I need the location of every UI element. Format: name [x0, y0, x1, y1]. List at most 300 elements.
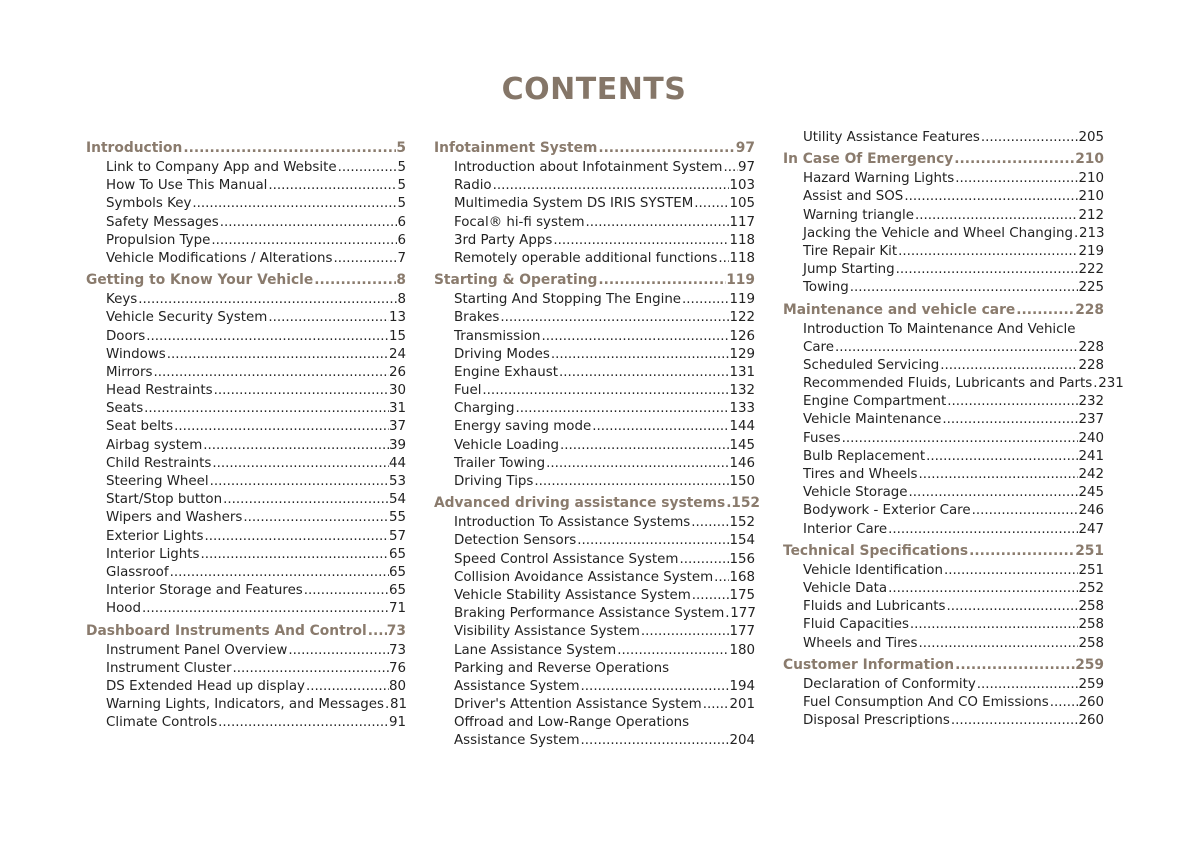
toc-page-number: 44 [388, 455, 406, 471]
toc-page-number: 231 [1098, 376, 1124, 392]
toc-entry-title: Engine Compartment [803, 394, 947, 410]
toc-entry[interactable] [86, 473, 406, 491]
toc-page-number: 205 [1078, 130, 1104, 145]
toc-entry-title: Vehicle Loading [454, 437, 559, 453]
toc-entry-title: Climate Controls [106, 715, 218, 731]
toc-column-2 [434, 138, 761, 751]
toc-entry[interactable] [783, 484, 1104, 502]
toc-entry[interactable] [783, 502, 1104, 520]
toc-entry[interactable] [86, 232, 406, 250]
toc-entry[interactable] [783, 562, 1104, 580]
toc-page-number: 7 [397, 250, 406, 266]
toc-entry[interactable] [783, 261, 1104, 279]
dot-leader [980, 129, 1079, 147]
toc-entry[interactable] [434, 714, 755, 732]
toc-entry-title: Assist and SOS [803, 189, 904, 205]
toc-entry[interactable] [434, 551, 755, 569]
toc-entry[interactable] [86, 159, 406, 177]
toc-entry-title: Starting And Stopping The Engine [454, 292, 682, 308]
dot-leader [897, 243, 1078, 261]
toc-page-number: 5 [397, 178, 406, 194]
toc-entry-title: Hood [106, 601, 141, 617]
toc-entry-title: Multimedia System DS IRIS SYSTEM [454, 196, 694, 212]
toc-entry-title: Towing [803, 280, 849, 296]
toc-entry-title: Disposal Prescriptions [803, 713, 950, 729]
dot-leader [552, 232, 729, 250]
toc-page-number: 57 [388, 528, 406, 544]
toc-entry[interactable] [434, 159, 755, 177]
toc-page-number: 177 [730, 606, 756, 622]
dot-leader [585, 214, 730, 232]
dot-leader [717, 250, 729, 268]
dot-leader [943, 562, 1078, 580]
dot-leader [337, 159, 398, 177]
toc-page-number: 118 [729, 232, 755, 248]
toc-entry-title: Head Restraints [106, 383, 213, 399]
toc-entry[interactable] [86, 214, 406, 232]
toc-entry-title: Vehicle Security System [106, 310, 268, 326]
dot-leader [242, 509, 389, 527]
dot-leader [169, 564, 389, 582]
toc-entry[interactable] [86, 364, 406, 382]
toc-page-number: 118 [729, 250, 755, 266]
dot-leader [690, 514, 729, 532]
toc-entry[interactable] [434, 177, 755, 195]
toc-entry[interactable] [434, 309, 755, 327]
toc-page-number: 30 [388, 383, 406, 399]
toc-section-heading[interactable] [783, 541, 1104, 562]
dot-leader [946, 393, 1078, 411]
dot-leader [550, 346, 730, 364]
toc-entry[interactable] [86, 714, 406, 732]
toc-page-number: 8 [397, 292, 406, 308]
toc-entry[interactable] [783, 225, 1104, 243]
toc-entry-title: Symbols Key [106, 196, 192, 212]
toc-entry[interactable] [86, 177, 406, 195]
toc-page-number: 119 [726, 272, 755, 289]
dot-leader [953, 149, 1075, 170]
toc-page-number: 129 [729, 346, 755, 362]
toc-entry-title: Fuel Consumption And CO Emissions [803, 694, 1049, 710]
dot-leader [202, 437, 389, 455]
toc-entry-title: Declaration of Conformity [803, 676, 976, 692]
toc-entry-title: Scheduled Servicing [803, 357, 940, 373]
dot-leader [267, 309, 389, 327]
toc-entry-title: Hazard Warning Lights [803, 171, 955, 187]
toc-entry-title: Charging [454, 401, 515, 417]
toc-entry-title: Interior Lights [106, 546, 200, 562]
dot-leader [173, 418, 389, 436]
toc-page-number: 237 [1078, 412, 1104, 428]
toc-page-number: 65 [388, 583, 406, 599]
toc-page-number: 210 [1078, 189, 1104, 205]
toc-entry[interactable] [434, 678, 755, 696]
toc-page-number: 225 [1078, 280, 1104, 296]
dot-leader [145, 328, 389, 346]
toc-page-number: 228 [1075, 301, 1104, 318]
dot-leader [219, 214, 398, 232]
toc-entry[interactable] [434, 732, 755, 750]
toc-entry-title: Utility Assistance Features [803, 130, 980, 145]
toc-entry[interactable] [86, 600, 406, 618]
toc-entry[interactable] [783, 393, 1104, 411]
toc-entry[interactable] [434, 291, 755, 309]
dot-leader [834, 339, 1078, 357]
toc-entry[interactable] [783, 466, 1104, 484]
toc-entry-title: Windows [106, 346, 166, 362]
toc-entry-title: Child Restraints [106, 455, 212, 471]
toc-entry-title: DS Extended Head up display [106, 678, 305, 694]
dot-leader [939, 357, 1078, 375]
toc-entry[interactable] [86, 437, 406, 455]
toc-entry[interactable] [86, 660, 406, 678]
dot-leader [918, 466, 1079, 484]
toc-entry-title: Radio [454, 178, 492, 194]
toc-page-number: 201 [729, 697, 755, 713]
toc-page-number: 168 [729, 569, 755, 585]
toc-page-number: 65 [388, 546, 406, 562]
dot-leader [222, 491, 389, 509]
toc-entry[interactable] [86, 564, 406, 582]
toc-entry-title: Maintenance and vehicle care [783, 301, 1016, 318]
toc-entry-title: How To Use This Manual [106, 178, 268, 194]
toc-page-number: 258 [1078, 617, 1104, 633]
dot-leader [849, 279, 1079, 297]
toc-entry-title: Fluids and Lubricants [803, 599, 946, 615]
toc-page-number: 13 [388, 310, 406, 326]
dot-leader [200, 546, 389, 564]
dot-leader [558, 364, 729, 382]
dot-leader [616, 642, 729, 660]
dot-leader [481, 382, 729, 400]
toc-entry[interactable] [434, 214, 755, 232]
toc-page-number: 152 [729, 515, 755, 531]
toc-page-number: 212 [1078, 207, 1104, 223]
toc-entry[interactable] [783, 580, 1104, 598]
toc-entry[interactable] [434, 532, 755, 550]
toc-entry[interactable] [86, 309, 406, 327]
toc-page-number: 26 [388, 364, 406, 380]
toc-page-number: 80 [388, 678, 406, 694]
toc-entry[interactable] [783, 448, 1104, 466]
dot-leader [182, 138, 396, 159]
toc-page-number: 15 [388, 328, 406, 344]
toc-entry[interactable] [86, 678, 406, 696]
toc-entry[interactable] [434, 569, 755, 587]
toc-entry-title: Technical Specifications [783, 542, 969, 559]
dot-leader [597, 138, 735, 159]
toc-entry-title: Brakes [454, 310, 500, 326]
dot-leader [559, 437, 729, 455]
toc-entry-title: Introduction To Maintenance And Vehicle [803, 321, 1076, 337]
toc-entry[interactable] [434, 696, 755, 714]
toc-page-number: 76 [388, 660, 406, 676]
toc-section-heading[interactable] [86, 270, 406, 291]
toc-entry[interactable] [783, 375, 1124, 393]
toc-entry[interactable] [86, 382, 406, 400]
toc-entry-title: Transmission [454, 328, 541, 344]
toc-entry-title: Mirrors [106, 364, 153, 380]
toc-entry[interactable] [434, 455, 755, 473]
toc-entry[interactable] [434, 250, 755, 268]
toc-entry[interactable] [86, 346, 406, 364]
toc-entry-title: Engine Exhaust [454, 364, 558, 380]
toc-page-number: 210 [1078, 171, 1104, 187]
toc-entry-title: Advanced driving assistance systems [434, 495, 726, 512]
toc-page-number: 97 [737, 160, 755, 175]
dot-leader [541, 328, 730, 346]
toc-entry[interactable] [434, 587, 755, 605]
dot-leader [925, 448, 1078, 466]
toc-entry-title: Vehicle Data [803, 580, 888, 596]
toc-entry[interactable] [783, 357, 1104, 375]
dot-leader [303, 582, 389, 600]
toc-entry-title: Link to Company App and Website [106, 160, 337, 175]
toc-entry[interactable] [783, 635, 1104, 653]
toc-page-number: 260 [1078, 694, 1104, 710]
dot-leader [841, 430, 1079, 448]
toc-entry[interactable] [434, 623, 755, 641]
toc-entry-title: Safety Messages [106, 214, 219, 230]
dot-leader [950, 712, 1079, 730]
toc-entry[interactable] [434, 232, 755, 250]
dot-leader [976, 676, 1079, 694]
toc-entry-title: Introduction [86, 140, 183, 156]
toc-entry-title: Care [803, 339, 835, 355]
toc-entry-title: Vehicle Modifications / Alterations [106, 250, 333, 266]
toc-entry-title: Glassroof [106, 564, 169, 580]
toc-entry[interactable] [434, 400, 755, 418]
toc-entry[interactable] [783, 129, 1104, 147]
toc-entry-title: Bodywork - Exterior Care [803, 503, 971, 519]
toc-entry[interactable] [434, 605, 755, 623]
dot-leader [918, 635, 1079, 653]
toc-entry[interactable] [783, 321, 1104, 339]
toc-page-number: 177 [729, 624, 755, 640]
toc-entry[interactable] [86, 250, 406, 268]
toc-page-number: 241 [1078, 448, 1104, 464]
toc-entry[interactable] [86, 642, 406, 660]
dot-leader [191, 195, 397, 213]
toc-page-number: 242 [1078, 467, 1104, 482]
toc-section-heading[interactable] [86, 138, 406, 159]
toc-entry[interactable] [86, 400, 406, 418]
toc-page-number: 260 [1078, 713, 1104, 729]
toc-page-number: 258 [1078, 599, 1104, 615]
toc-entry-title: Wipers and Washers [106, 510, 243, 526]
toc-page-number: 258 [1078, 635, 1104, 651]
dot-leader [691, 587, 730, 605]
dot-leader [231, 660, 388, 678]
toc-entry-title: Offroad and Low-Range Operations [454, 715, 690, 731]
toc-entry[interactable] [783, 188, 1104, 206]
toc-entry[interactable] [783, 411, 1104, 429]
toc-entry-title: Warning Lights, Indicators, and Messages [106, 697, 384, 713]
toc-entry[interactable] [86, 509, 406, 527]
dot-leader [141, 600, 389, 618]
toc-entry-title: Driver's Attention Assistance System [454, 697, 702, 713]
toc-entry[interactable] [86, 328, 406, 346]
dot-leader [137, 291, 397, 309]
dot-leader [166, 346, 389, 364]
dot-leader [499, 309, 729, 327]
toc-section-heading[interactable] [434, 270, 755, 291]
toc-page-number: 156 [729, 551, 755, 567]
toc-entry[interactable] [783, 279, 1104, 297]
toc-page-number: 228 [1078, 339, 1104, 355]
toc-entry[interactable] [434, 382, 755, 400]
toc-entry[interactable] [434, 346, 755, 364]
toc-entry[interactable] [434, 473, 755, 491]
dot-leader [954, 170, 1078, 188]
dot-leader [332, 250, 397, 268]
toc-page-number: 210 [1075, 151, 1104, 168]
toc-page-number: 5 [396, 140, 406, 156]
toc-page-number: 73 [388, 642, 406, 658]
toc-page-number: 252 [1078, 580, 1104, 596]
toc-entry-title: Exterior Lights [106, 528, 204, 544]
toc-entry-title: Infotainment System [434, 140, 598, 156]
toc-page-number: 251 [1075, 542, 1104, 559]
toc-entry[interactable] [783, 712, 1104, 730]
toc-page-number: 103 [729, 178, 755, 194]
toc-entry[interactable] [434, 328, 755, 346]
toc-entry-title: Assistance System [454, 733, 580, 749]
dot-leader [203, 528, 389, 546]
toc-section-heading[interactable] [434, 138, 755, 159]
toc-entry-title: Starting & Operating [434, 272, 598, 289]
toc-page-number: 247 [1078, 521, 1104, 537]
toc-entry[interactable] [86, 582, 406, 600]
toc-entry[interactable] [783, 243, 1104, 261]
toc-entry[interactable] [783, 616, 1104, 634]
toc-section-heading[interactable] [783, 149, 1104, 170]
toc-entry[interactable] [86, 195, 406, 213]
dot-leader [580, 732, 730, 750]
toc-entry[interactable] [783, 170, 1104, 188]
toc-page-number: 204 [729, 733, 755, 749]
toc-entry-title: Speed Control Assistance System [454, 551, 679, 567]
toc-entry[interactable] [86, 455, 406, 473]
toc-page-number: 37 [388, 419, 406, 435]
toc-entry[interactable] [86, 291, 406, 309]
toc-entry-title: Driving Modes [454, 346, 550, 362]
toc-page-number: 145 [729, 437, 755, 453]
toc-page-number: 5 [397, 160, 406, 175]
toc-entry-title: Braking Performance Assistance System [454, 606, 725, 622]
dot-leader [968, 541, 1075, 562]
dot-leader [313, 270, 396, 291]
toc-entry[interactable] [434, 642, 755, 660]
toc-page-number: 91 [388, 715, 406, 731]
toc-entry-title: Keys [106, 292, 138, 308]
toc-page-number: 228 [1078, 357, 1104, 373]
dot-leader [545, 455, 729, 473]
toc-entry-title: Introduction about Infotainment System [454, 160, 723, 175]
toc-entry[interactable] [86, 491, 406, 509]
dot-leader [941, 411, 1078, 429]
dot-leader [946, 598, 1079, 616]
toc-page-number: 126 [729, 328, 755, 344]
toc-page-number: 180 [729, 642, 755, 658]
toc-entry[interactable] [783, 207, 1104, 225]
toc-section-heading[interactable] [86, 621, 406, 642]
toc-page-number: 131 [729, 364, 755, 380]
toc-page-number: 5 [397, 196, 406, 212]
toc-entry-title: Recommended Fluids, Lubricants and Parts [803, 376, 1093, 392]
toc-entry[interactable] [783, 430, 1104, 448]
toc-page-number: 152 [731, 495, 761, 512]
toc-page-number: 245 [1078, 485, 1104, 501]
dot-leader [152, 364, 389, 382]
toc-page-number: 71 [388, 601, 406, 617]
dot-leader [209, 473, 389, 491]
toc-entry-title: In Case Of Emergency [783, 151, 954, 168]
toc-entry[interactable] [434, 195, 755, 213]
toc-entry-title: Collision Avoidance Assistance System [454, 569, 714, 585]
toc-page-number: 144 [729, 419, 755, 435]
dot-leader [909, 616, 1079, 634]
toc-section-heading[interactable] [434, 493, 761, 514]
toc-entry-title: Airbag system [106, 437, 203, 453]
dot-leader [903, 188, 1078, 206]
toc-entry[interactable] [783, 598, 1104, 616]
toc-page-number: 122 [729, 310, 755, 326]
toc-entry[interactable] [783, 521, 1104, 539]
toc-entry-title: Parking and Reverse Operations [454, 660, 670, 676]
toc-entry-title: Energy saving mode [454, 419, 592, 435]
toc-entry[interactable] [434, 514, 755, 532]
toc-entry[interactable] [434, 418, 755, 436]
dot-leader [713, 569, 729, 587]
dot-leader [591, 418, 729, 436]
toc-entry-title: Detection Sensors [454, 533, 577, 549]
toc-page-number: 132 [729, 383, 755, 399]
toc-entry[interactable] [783, 676, 1104, 694]
toc-entry[interactable] [86, 546, 406, 564]
toc-entry[interactable] [86, 418, 406, 436]
toc-entry[interactable] [434, 660, 755, 678]
toc-entry-title: Propulsion Type [106, 232, 211, 248]
toc-entry-title: Dashboard Instruments And Control [86, 622, 367, 639]
toc-entry[interactable] [434, 364, 755, 382]
toc-page-number: 65 [388, 564, 406, 580]
toc-page-number: 117 [729, 214, 755, 230]
toc-column-3 [783, 129, 1124, 730]
toc-entry[interactable] [86, 528, 406, 546]
toc-page-number: 240 [1078, 430, 1104, 446]
toc-entry-title: Tires and Wheels [803, 467, 918, 482]
toc-entry[interactable] [434, 437, 755, 455]
toc-column-1 [86, 138, 406, 732]
toc-entry-title: Jump Starting [803, 262, 895, 278]
toc-entry[interactable] [86, 696, 406, 714]
dot-leader [640, 623, 730, 641]
dot-leader [492, 177, 730, 195]
dot-leader [287, 642, 389, 660]
toc-page-number: 251 [1078, 562, 1104, 578]
toc-page-number: 219 [1078, 243, 1104, 259]
toc-entry[interactable] [783, 694, 1104, 712]
toc-entry[interactable] [783, 339, 1104, 357]
toc-page-number: 54 [388, 492, 406, 508]
toc-section-heading[interactable] [783, 300, 1104, 321]
toc-entry-title: Interior Storage and Features [106, 583, 303, 599]
toc-page-number: 194 [729, 678, 755, 694]
toc-section-heading[interactable] [783, 655, 1104, 676]
toc-entry-title: Vehicle Stability Assistance System [454, 587, 691, 603]
dot-leader [895, 261, 1079, 279]
